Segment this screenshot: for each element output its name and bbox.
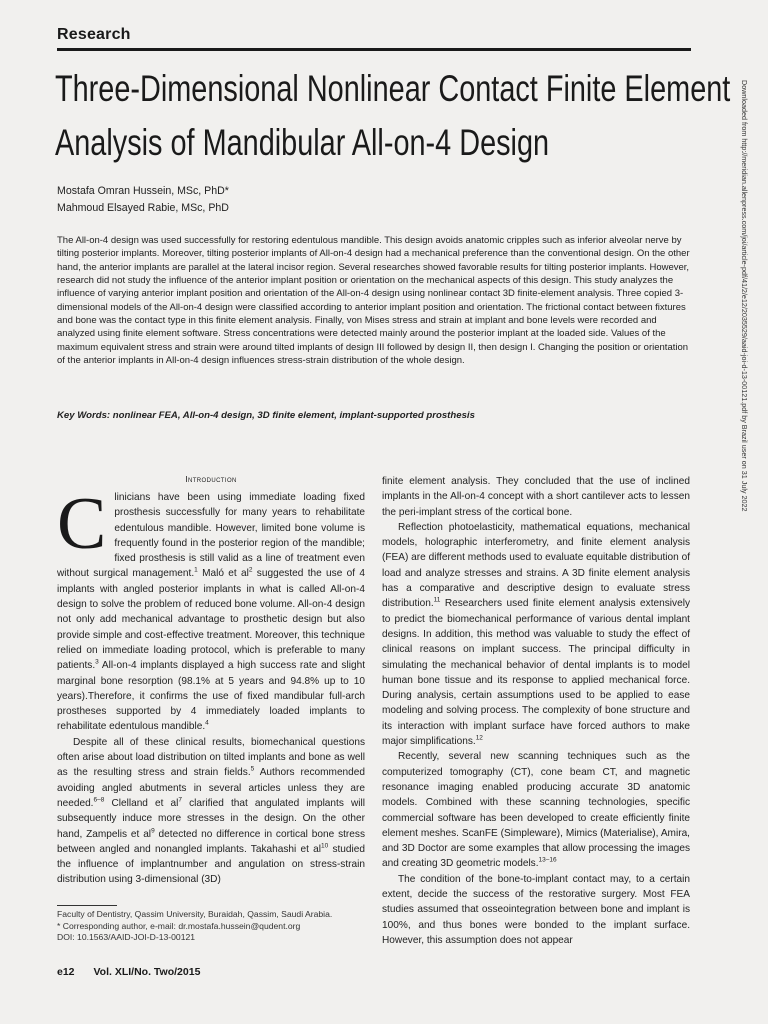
page-footer (57, 966, 200, 978)
left-column (57, 483, 366, 888)
intro-paragraph-1 (57, 483, 365, 735)
right-paragraph-3 (382, 749, 690, 871)
page-number: e12 (57, 966, 75, 978)
doi-note: DOI: 10.1563/AAID-JOI-D-13-00121 (57, 932, 196, 943)
corresponding-author-note: * Corresponding author, e-mail: dr.mostafa.hussein@qudent.org (57, 920, 301, 931)
text-run: Maló et al (197, 568, 249, 580)
text-run: clarified that angulated implants will subsequently induce more stresses in the design. On the other hand, Zampelis et al (57, 797, 365, 840)
section-label: Research (57, 26, 131, 43)
introduction-heading: Introduction (185, 474, 237, 484)
right-paragraph-1 (382, 474, 690, 520)
keywords: Key Words: nonlinear FEA, All-on-4 design, 3D finite element, implant-supported prosthesis (57, 410, 475, 421)
title-line-1: Three-Dimensional Nonlinear Contact Finite Element (55, 68, 731, 109)
citation-superscript: 10 (320, 842, 329, 850)
text-run: Clelland et al (104, 797, 179, 809)
citation-superscript: 9 (151, 827, 155, 835)
article-title (55, 62, 731, 170)
citation-superscript: 2 (248, 567, 253, 575)
text-run: Despite all of these clinical results, biomechanical questions often arise about load distribution on tilted implants and bone as well as the resulting stress and strain fields. (57, 736, 365, 779)
citation-superscript: 11 (433, 597, 441, 605)
text-run: All-on-4 implants displayed a high success rate and slight marginal bone resorption (98.1% at 5 years and 94.8% up to 10 years).Therefore, it confirms the use of fixed mandibular full-arch prostheses supported by 4 immediately loaded implants to rehabilitate edentulous mandible. (57, 660, 365, 733)
citation-superscript: 7 (178, 796, 182, 804)
text-run: linicians have been using immediate loading fixed prosthesis successfully for many years to rehabilitate edentulous mandible. However, limited bone volume is frequently found in the posterior region of the mandible; fixed prosthesis is still valid as a line of treatment even without surgical management. (57, 492, 365, 580)
citation-superscript: 12 (475, 734, 483, 742)
text-run: finite element analysis. They concluded that the use of inclined implants in the All-on-4 concept with a short cantilever acts to lessen the peri-implant stress of the cortical bone. (382, 476, 690, 518)
text-run: Reflection photoelasticity, mathematical equations, mechanical models, holographic interferometry, and finite element analysis (FEA) are different methods used to evaluate equitable distribution of load and analyze stresses and strains. A 3D finite element analysis has a comparative and descriptive design to evaluate stress distribution. (382, 521, 690, 610)
intro-paragraph-2 (57, 735, 365, 888)
drop-cap: C (57, 483, 107, 565)
author-2: Mahmoud Elsayed Rabie, MSc, PhD (57, 202, 229, 214)
text-run: Recently, several new scanning techniques such as the computerized tomography (CT), cone beam CT, and magnetic resonance imaging enabled producing accurate 3D anatomic models. Combined with these scanning technologies, specific commercial software has been developed to create efficiently finite element meshes. ScanFE (Simpleware), Mimics (Materialise), Amira, and 3D Doctor are some examples that allow processing the images and creating 3D geometric models. (382, 751, 690, 870)
download-notice: Downloaded from http://meridian.allenpress.com/joi/article-pdf/41/2/e12/2035529/aaid-joi-d-13-00121.pdf by Brazil user on 31 July 2022 (740, 80, 749, 512)
text-run: Researchers used finite element analysis extensively to predict the biomechanical performance of various dental implant designs. In addition, this method was valuable to study the effect of clinical reasons on implant success. The principal difficulty in simulating the mechanical behavior of dental implants is to model human bone tissue and its response to applied mechanical force. During analysis, certain assumptions used to be applied to ease modeling and solving process. The complexity of bone structure and its interaction with implant surface have forced authors to make major simplifications. (382, 598, 690, 748)
text-run: suggested the use of 4 implants with angled posterior implants in what is called All-on-4 design to solve the problem of reduced bone volume. All-on-4 design not only add mechanical advantage to prosthetic design but also provide simple and cost-effective treatment. Moreover, this technique relied on immediate loading protocol, which is preferable to many patients. (57, 568, 365, 672)
citation-superscript: 6–8 (93, 796, 105, 804)
author-list (57, 183, 229, 217)
citation-superscript: 4 (205, 720, 209, 728)
text-run: Authors recommended avoiding angled abutments in several articles unless they are needed. (57, 767, 366, 809)
right-paragraph-2 (382, 520, 690, 749)
affiliation-note: Faculty of Dentistry, Qassim University, Buraidah, Qassim, Saudi Arabia. (57, 909, 333, 919)
citation-superscript: 5 (250, 765, 255, 773)
citation-superscript: 1 (194, 567, 198, 575)
author-1: Mostafa Omran Hussein, MSc, PhD* (57, 185, 229, 197)
footnotes (57, 909, 332, 944)
text-run: studied the influence of implantnumber and angulation on stress-strain distribution using 3-dimensional (3D) (57, 843, 365, 886)
header-rule (57, 48, 691, 51)
volume-info: Vol. XLI/No. Two/2015 (93, 966, 201, 978)
citation-superscript: 13–16 (538, 857, 557, 865)
text-run: The condition of the bone-to-implant contact may, to a certain extent, decide the success of the restorative surgery. Most FEA studies assumed that osseointegration between bone and implant is 100%, and thus bones were bonded to the implant surface. However, this assumption does not appear (382, 873, 690, 946)
text-run: detected no difference in cortical bone stress between angled and nonangled implants. Takahashi et al (57, 828, 365, 855)
right-column (382, 474, 690, 948)
abstract: The All-on-4 design was used successfully for restoring edentulous mandible. This design avoids anatomic cripples such as inferior alveolar nerve by tilting posterior implants. Moreover, tilting posterior implants of All-on-4 design had a mechanical preference than the conventional design. On the other hand, the anterior implants are parallel at the lateral incisor region. Several researches showed favorable results for tilting posterior implants. However, research did not study the influence of the anterior implant position or orientation on the mechanical aspects of this design. This study analyzes the influence of varying anterior implant position and orientation of the All-on-4 design using nonlinear contact 3D finite-element analysis. Three copied 3-dimensional models of the All-on-4 design were classified according to anterior implant position and orientation. The frictional contact between fixtures and bone was the contact type in this finite element analysis. Finally, von Mises stress and strain at implant and bone levels were recorded and analyzed using finite element software. Stress concentrations were detected mainly around the posterior implant at the loaded side. Values of the maximum equivalent stress and strain were around tilted implants of design III followed by design II, then design I. Changing the position or orientation of the anterior implants in All-on-4 design influences stress-strain distribution of the whole design. (57, 235, 690, 367)
title-line-2: Analysis of Mandibular All-on-4 Design (55, 122, 550, 163)
right-paragraph-4 (382, 872, 690, 948)
footnote-rule (57, 905, 117, 906)
citation-superscript: 3 (95, 658, 99, 666)
